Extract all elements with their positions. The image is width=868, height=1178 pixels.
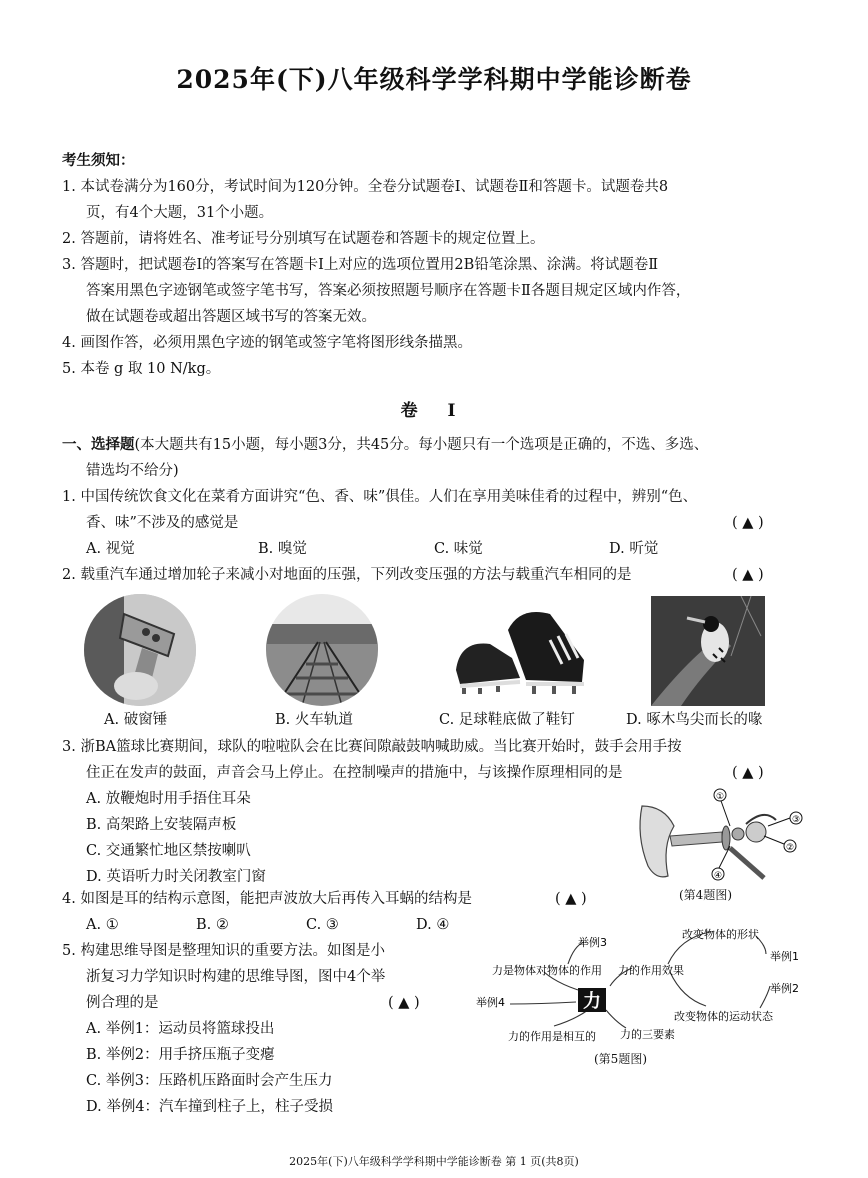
q3-option-c: C. 交通繁忙地区禁按喇叭 [86, 843, 251, 859]
ear-label-2: ② [785, 843, 795, 853]
notice-line-3: 3. 答题时，把试题卷Ⅰ的答案写在答题卡Ⅰ上对应的选项位置用2B铅笔涂黑、涂满。将试题卷Ⅱ [62, 257, 659, 273]
q5-option-d: D. 举例4：汽车撞到柱子上，柱子受损 [86, 1099, 334, 1115]
q4-option-a: A. ① [86, 917, 119, 933]
q5-figure-caption: (第5题图) [594, 1052, 647, 1066]
q3-stem: 3. 浙BA篮球比赛期间，球队的啦啦队会在比赛间隙敲鼓呐喊助威。当比赛开始时，鼓手会用手按 [62, 739, 682, 755]
q2-caption-c: C. 足球鞋底做了鞋钉 [439, 712, 575, 728]
image-woodpecker [651, 596, 765, 706]
mind-map-three-elements: 力的三要素 [620, 1028, 675, 1041]
q1-option-b: B. 嗅觉 [258, 541, 307, 557]
q5-option-b: B. 举例2：用手挤压瓶子变瘪 [86, 1047, 275, 1063]
q4-figure-caption: (第4题图) [679, 888, 732, 902]
ear-diagram [634, 786, 814, 886]
q2-stem: 2. 载重汽车通过增加轮子来减小对地面的压强，下列改变压强的方法与载重汽车相同的是 [62, 567, 632, 583]
q1-option-c: C. 味觉 [434, 541, 483, 557]
q5-stem-2: 浙复习力学知识时构建的思维导图，图中4个举 [86, 969, 386, 985]
page-footer: 2025年(下)八年级科学学科期中学能诊断卷 第 1 页(共8页) [289, 1155, 579, 1168]
image-window-hammer [84, 594, 196, 706]
mind-map-mutual: 力的作用是相互的 [508, 1030, 596, 1043]
image-football-boots [450, 600, 590, 702]
q1-stem: 1. 中国传统饮食文化在菜肴方面讲究“色、香、味”俱佳。人们在享用美味佳肴的过程中，辨别“色、 [62, 489, 698, 505]
page-title: 2025年(下)八年级科学学科期中学能诊断卷 [176, 65, 692, 94]
notice-heading: 考生须知： [62, 152, 135, 169]
mind-map-example3: 举例3 [578, 936, 607, 949]
part1-desc-2: 错选均不给分) [86, 463, 179, 479]
mind-map-shape: 改变物体的形状 [682, 928, 759, 941]
q5-option-c: C. 举例3：压路机压路面时会产生压力 [86, 1073, 333, 1089]
notice-line-1b: 页，有4个大题，31个小题。 [86, 205, 274, 221]
q5-option-a: A. 举例1：运动员将篮球投出 [86, 1021, 275, 1037]
q5-stem-3: 例合理的是 [86, 995, 159, 1011]
q3-option-b: B. 高架路上安装隔声板 [86, 817, 237, 833]
notice-line-4: 4. 画图作答，必须用黑色字迹的钢笔或签字笔将图形线条描黑。 [62, 335, 472, 351]
q1-stem-2: 香、味”不涉及的感觉是 [86, 515, 239, 531]
q3-stem-2: 住正在发声的鼓面，声音会马上停止。在控制噪声的措施中，与该操作原理相同的是 [86, 765, 623, 781]
q3-option-a: A. 放鞭炮时用手捂住耳朵 [86, 791, 251, 807]
mind-map-motion: 改变物体的运动状态 [674, 1010, 773, 1023]
mind-map-example4: 举例4 [476, 996, 505, 1009]
q1-answer-blank: ( ▲ ) [732, 515, 764, 531]
q4-answer-blank: ( ▲ ) [555, 891, 587, 907]
mind-map-center: 力 [583, 991, 601, 1012]
notice-line-1: 1. 本试卷满分为160分，考试时间为120分钟。全卷分试题卷Ⅰ、试题卷Ⅱ和答题卡。试题卷共8 [62, 179, 669, 195]
notice-line-3b: 答案用黑色字迹钢笔或签字笔书写，答案必须按照题号顺序在答题卡Ⅱ各题目规定区域内作答， [86, 283, 691, 299]
q2-caption-d: D. 啄木鸟尖而长的喙 [626, 712, 763, 728]
notice-line-2: 2. 答题前，请将姓名、准考证号分别填写在试题卷和答题卡的规定位置上。 [62, 231, 545, 247]
q4-option-c: C. ③ [306, 917, 339, 933]
q1-option-d: D. 听觉 [609, 541, 659, 557]
q2-caption-b: B. 火车轨道 [275, 712, 353, 728]
part1-heading-line [62, 432, 708, 458]
q5-stem: 5. 构建思维导图是整理知识的重要方法。如图是小 [62, 943, 385, 959]
q2-caption-a: A. 破窗锤 [104, 712, 168, 728]
mind-map-effect: 力的作用效果 [618, 964, 684, 977]
q4-stem: 4. 如图是耳的结构示意图，能把声波放大后再传入耳蜗的结构是 [62, 891, 472, 907]
mind-map-diagram [470, 924, 820, 1050]
notice-line-5: 5. 本卷 g 取 10 N/kg。 [62, 361, 221, 377]
mind-map-example1: 举例1 [770, 950, 799, 963]
section-title: 卷 Ⅰ [400, 401, 468, 421]
q1-option-a: A. 视觉 [86, 541, 135, 557]
part1-desc: (本大题共有15小题，每小题3分，共45分。每小题只有一个选项是正确的，不选、多选、 [134, 437, 709, 453]
image-railway-track [266, 594, 378, 706]
q2-answer-blank: ( ▲ ) [732, 567, 764, 583]
mind-map-interaction: 力是物体对物体的作用 [492, 964, 602, 977]
q4-option-d: D. ④ [416, 917, 450, 933]
notice-line-3c: 做在试题卷或超出答题区域书写的答案无效。 [86, 309, 376, 325]
ear-label-4: ④ [713, 871, 723, 881]
q3-option-d: D. 英语听力时关闭教室门窗 [86, 869, 266, 885]
part1-heading: 一、选择题 [62, 436, 135, 453]
ear-label-3: ③ [791, 815, 801, 825]
q4-option-b: B. ② [196, 917, 229, 933]
mind-map-example2: 举例2 [770, 982, 799, 995]
ear-label-1: ① [715, 792, 725, 802]
q3-answer-blank: ( ▲ ) [732, 765, 764, 781]
q5-answer-blank: ( ▲ ) [388, 995, 420, 1011]
